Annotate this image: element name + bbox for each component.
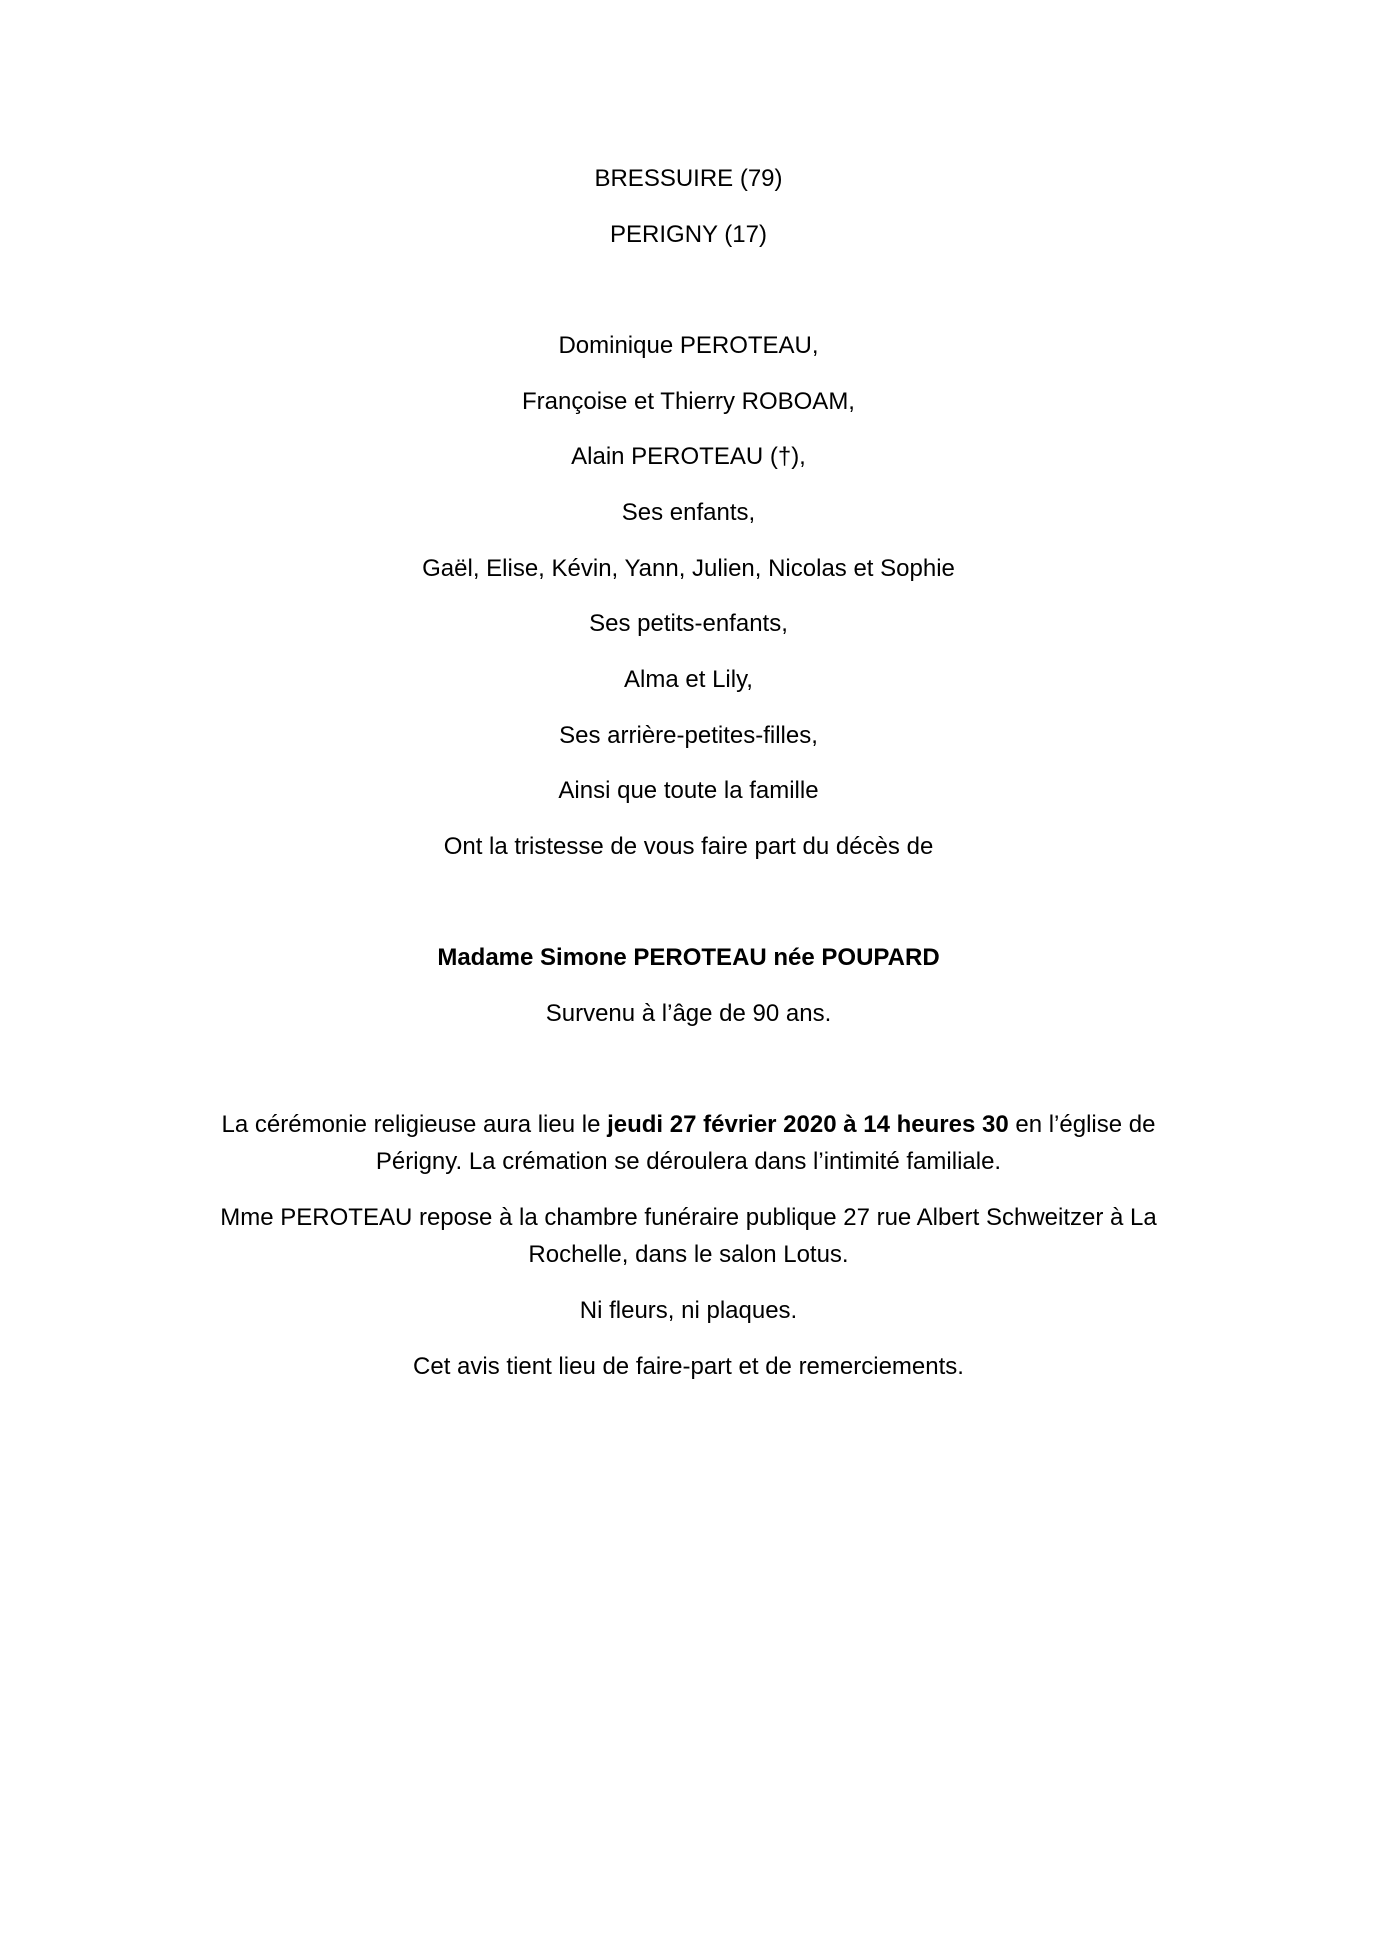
place-bressuire: BRESSUIRE (79) [594, 165, 783, 192]
family-member-alain: Alain PEROTEAU (†), [571, 443, 806, 470]
great-grandchildren-label: Ses arrière-petites-filles, [559, 722, 818, 749]
children-label: Ses enfants, [621, 499, 756, 526]
great-grandchildren-names: Alma et Lily, [624, 666, 753, 693]
ceremony-date-time: jeudi 27 février 2020 à 14 heures 30 [607, 1111, 1009, 1138]
age-line: Survenu à l’âge de 90 ans. [545, 1000, 832, 1027]
flowers-line: Ni fleurs, ni plaques. [579, 1297, 798, 1324]
ceremony-text-after: en l’église de Périgny. La crémation se déroulera dans l’intimité familiale. [375, 1111, 1156, 1175]
family-member-francoise-thierry: Françoise et Thierry ROBOAM, [522, 388, 855, 415]
grandchildren-label: Ses petits-enfants, [589, 610, 788, 637]
deceased-name: Madame Simone PEROTEAU née POUPARD [437, 944, 940, 971]
family-line: Ainsi que toute la famille [558, 777, 819, 804]
grandchildren-names: Gaël, Elise, Kévin, Yann, Julien, Nicolas et Sophie [422, 555, 955, 582]
ceremony-text-before: La cérémonie religieuse aura lieu le [221, 1111, 608, 1138]
rest-location-paragraph: Mme PEROTEAU repose à la chambre funéraire publique 27 rue Albert Schweitzer à La Rochelle, dans le salon Lotus. [220, 1204, 1157, 1268]
announcement-line: Ont la tristesse de vous faire part du décès de [443, 833, 934, 860]
place-perigny: PERIGNY (17) [610, 221, 767, 248]
family-member-dominique: Dominique PEROTEAU, [558, 332, 819, 359]
closing-line: Cet avis tient lieu de faire-part et de remerciements. [413, 1353, 964, 1380]
ceremony-paragraph [180, 1106, 1197, 1180]
